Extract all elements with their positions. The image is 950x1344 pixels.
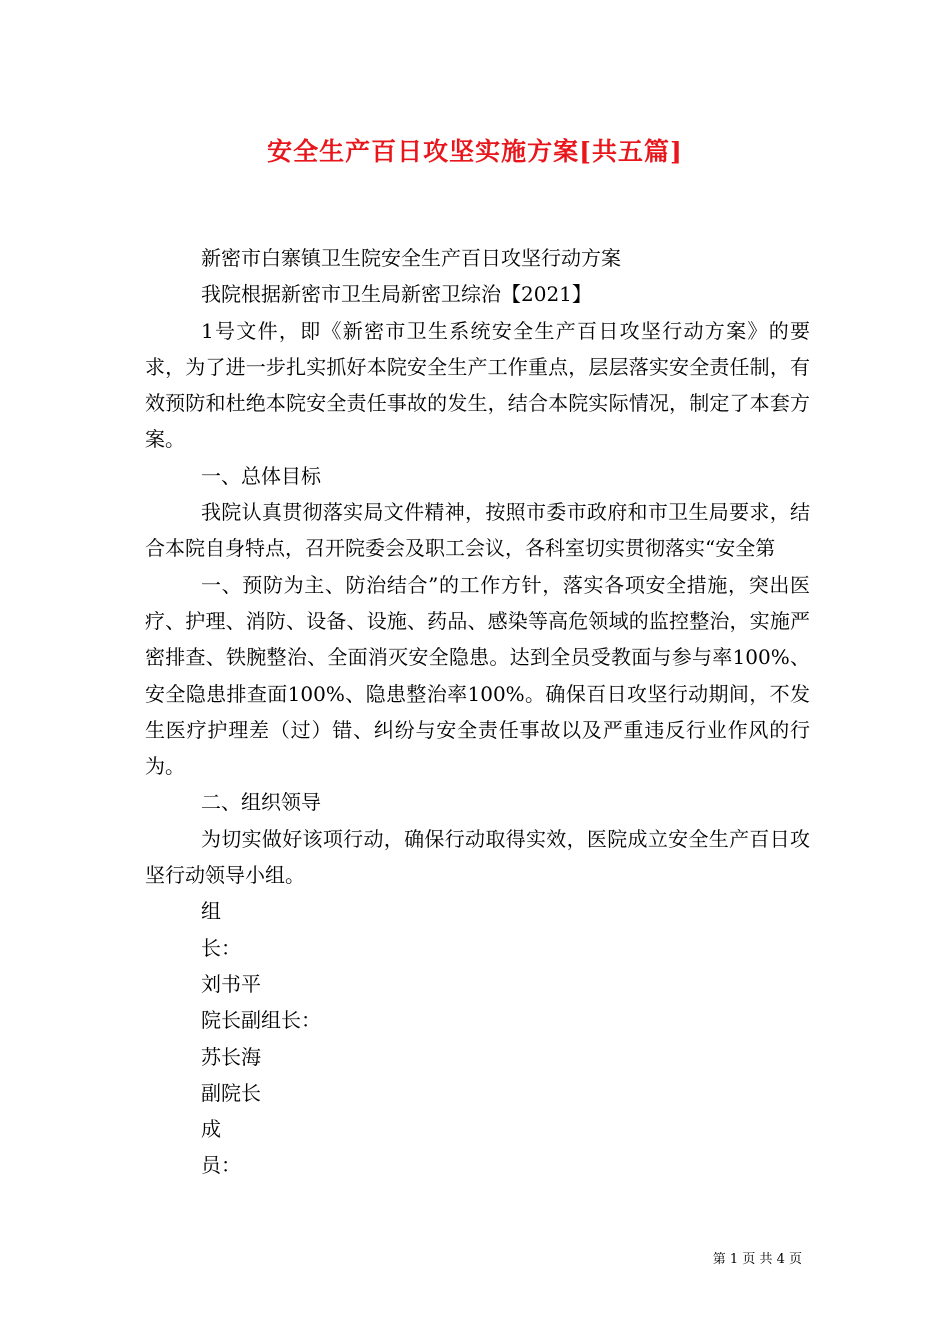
list-line: 组 bbox=[201, 899, 221, 924]
paragraph: 我院根据新密市卫生局新密卫综治【2021】 bbox=[201, 282, 592, 307]
list-line: 成 bbox=[201, 1117, 221, 1142]
list-line: 苏长海 bbox=[201, 1044, 261, 1069]
section-heading: 一、总体目标 bbox=[201, 463, 321, 488]
paragraph: 一、预防为主、防治结合”的工作方针，落实各项安全措施，突出医疗、护理、消防、设备、设施、药品、感染等高危领域的监控整治，实施严密排查、铁腕整治、全面消灭安全隐患。达到全员受教面与参与率100%、安全隐患排查面100%、隐患整治率100%。确保百日攻坚行动期间，不发生医疗护理差（过）错、纠纷与安全责任事故以及严重违反行业作风的行为。 bbox=[145, 572, 810, 779]
page-number: 第 1 页 共 4 页 bbox=[712, 1252, 802, 1267]
list-line: 员： bbox=[201, 1153, 241, 1178]
paragraph: 1号文件，即《新密市卫生系统安全生产百日攻坚行动方案》的要求，为了进一步扎实抓好本院安全生产工作重点，层层落实安全责任制，有效预防和杜绝本院安全责任事故的发生，结合本院实际情况，制定了本套方案。 bbox=[145, 318, 810, 452]
list-line: 副院长 bbox=[201, 1080, 261, 1105]
section-heading: 二、组织领导 bbox=[201, 790, 321, 815]
document-body bbox=[145, 240, 810, 1184]
paragraph: 为切实做好该项行动，确保行动取得实效，医院成立安全生产百日攻坚行动领导小组。 bbox=[145, 826, 810, 888]
page-title: 安全生产百日攻坚实施方案[共五篇] bbox=[267, 137, 683, 166]
list-line: 院长副组长： bbox=[201, 1008, 321, 1033]
list-line: 长： bbox=[201, 935, 241, 960]
list-line: 刘书平 bbox=[201, 971, 261, 996]
paragraph: 新密市白寨镇卫生院安全生产百日攻坚行动方案 bbox=[201, 246, 621, 270]
paragraph: 我院认真贯彻落实局文件精神，按照市委市政府和市卫生局要求，结合本院自身特点，召开院委会及职工会议，各科室切实贯彻落实“安全第 bbox=[145, 500, 810, 561]
